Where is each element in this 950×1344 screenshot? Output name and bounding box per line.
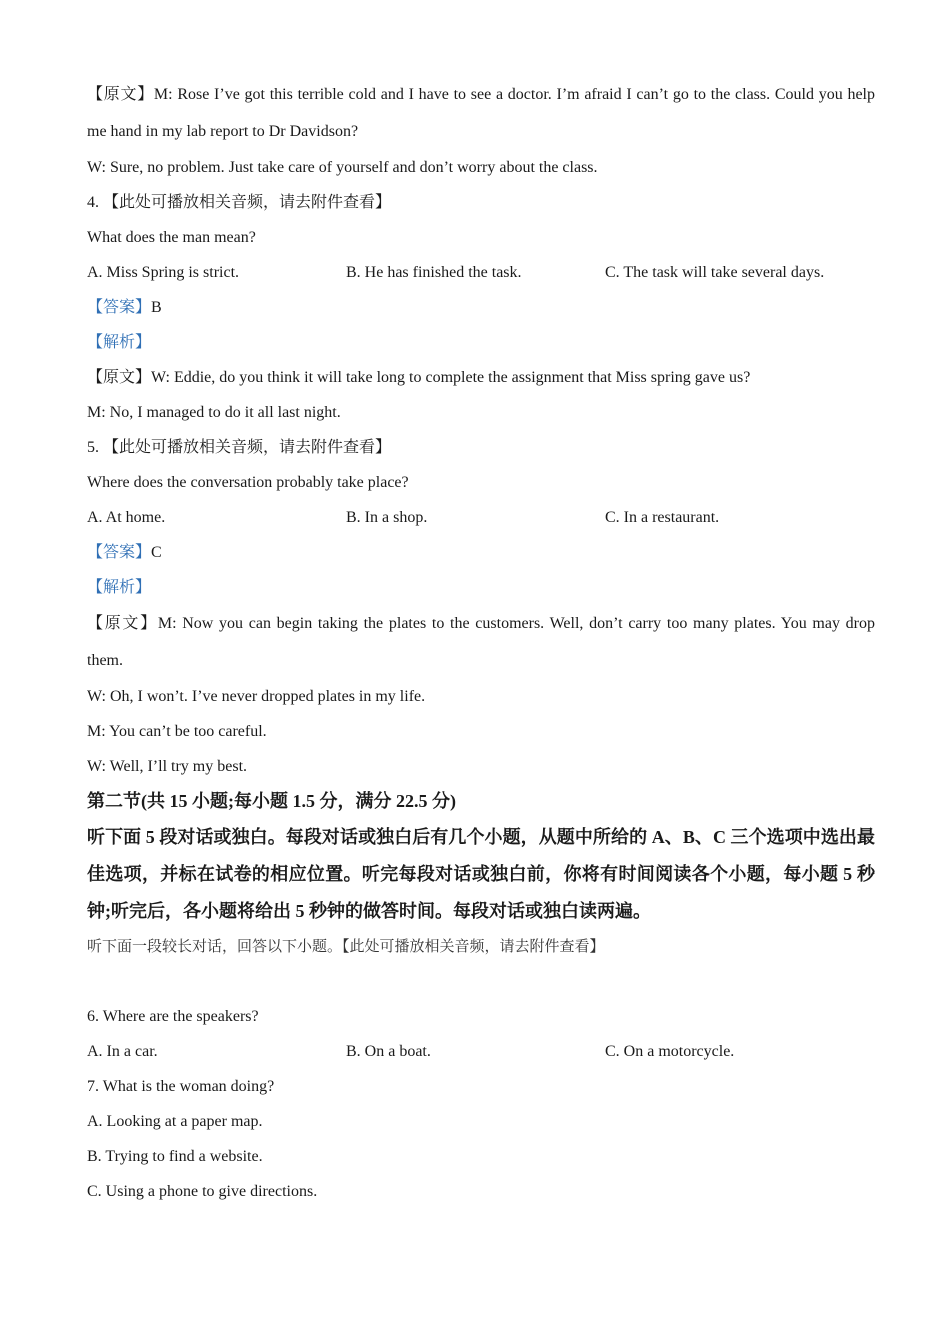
option-c: C. In a restaurant. xyxy=(605,509,720,526)
question-7-stem: 7. What is the woman doing? xyxy=(87,1078,275,1095)
transcript-q3-line1: 【原文】M: Rose I’ve got this terrible cold and I have to see a doctor. I’m afraid I can’t go to the class. Could you help me hand in my lab report to Dr Davidson? xyxy=(87,86,875,140)
question-4-audio[interactable]: 4. 【此处可播放相关音频，请去附件查看】 xyxy=(87,194,392,211)
question-4-stem: What does the man mean? xyxy=(87,229,256,246)
answer-label: 【答案】 xyxy=(87,299,152,316)
question-5-stem: Where does the conversation probably take place? xyxy=(87,474,409,491)
option-b: B. He has finished the task. xyxy=(346,264,522,281)
option-b: B. Trying to find a website. xyxy=(87,1148,263,1165)
option-a: A. Looking at a paper map. xyxy=(87,1113,263,1130)
question-6-stem: 6. Where are the speakers? xyxy=(87,1008,259,1025)
transcript-q4-line2: M: No, I managed to do it all last night. xyxy=(87,404,341,421)
transcript-q5-line3: M: You can’t be too careful. xyxy=(87,723,267,740)
option-a: A. Miss Spring is strict. xyxy=(87,264,240,281)
answer-label: 【答案】 xyxy=(87,544,152,561)
section-instructions: 听下面 5 段对话或独白。每段对话或独白后有几个小题，从题中所给的 A、B、C 三个选项中选出最佳选项，并标在试卷的相应位置。听完每段对话或独白前，你将有时间阅读各个小题，每小题 5 秒钟;听完后，各小题将给出 5 秒钟的做答时间。每段对话或独白读两遍。 xyxy=(87,827,875,921)
option-b: B. On a boat. xyxy=(346,1043,431,1060)
question-5-options xyxy=(87,500,875,535)
transcript-q5-line2: W: Oh, I won’t. I’ve never dropped plates in my life. xyxy=(87,688,426,705)
question-4-options xyxy=(87,255,875,290)
long-dialog-audio[interactable]: 听下面一段较长对话，回答以下小题。【此处可播放相关音频，请去附件查看】 xyxy=(87,939,605,955)
option-a: A. In a car. xyxy=(87,1043,158,1060)
answer-value: C xyxy=(151,544,162,561)
spacer xyxy=(87,965,875,999)
option-c: C. Using a phone to give directions. xyxy=(87,1183,318,1200)
question-4-analysis: 【解析】 xyxy=(87,334,152,351)
question-5-audio[interactable]: 5. 【此处可播放相关音频，请去附件查看】 xyxy=(87,439,392,456)
option-c: C. The task will take several days. xyxy=(605,264,825,281)
document-page xyxy=(87,76,875,1209)
option-c: C. On a motorcycle. xyxy=(605,1043,735,1060)
question-4-answer xyxy=(87,290,875,325)
option-b: B. In a shop. xyxy=(346,509,428,526)
transcript-q4-line1: 【原文】W: Eddie, do you think it will take long to complete the assignment that Miss spring gave us? xyxy=(87,369,751,386)
option-a: A. At home. xyxy=(87,509,166,526)
question-5-analysis: 【解析】 xyxy=(87,579,152,596)
question-6-options xyxy=(87,1034,875,1069)
transcript-q5-line4: W: Well, I’ll try my best. xyxy=(87,758,248,775)
question-5-answer xyxy=(87,535,875,570)
transcript-q3-line2: W: Sure, no problem. Just take care of yourself and don’t worry about the class. xyxy=(87,159,598,176)
section-title: 第二节(共 15 小题;每小题 1.5 分，满分 22.5 分) xyxy=(87,791,456,811)
transcript-q5-line1: 【原文】M: Now you can begin taking the plates to the customers. Well, don’t carry too many plates. You may drop them. xyxy=(87,615,875,669)
answer-value: B xyxy=(151,299,162,316)
